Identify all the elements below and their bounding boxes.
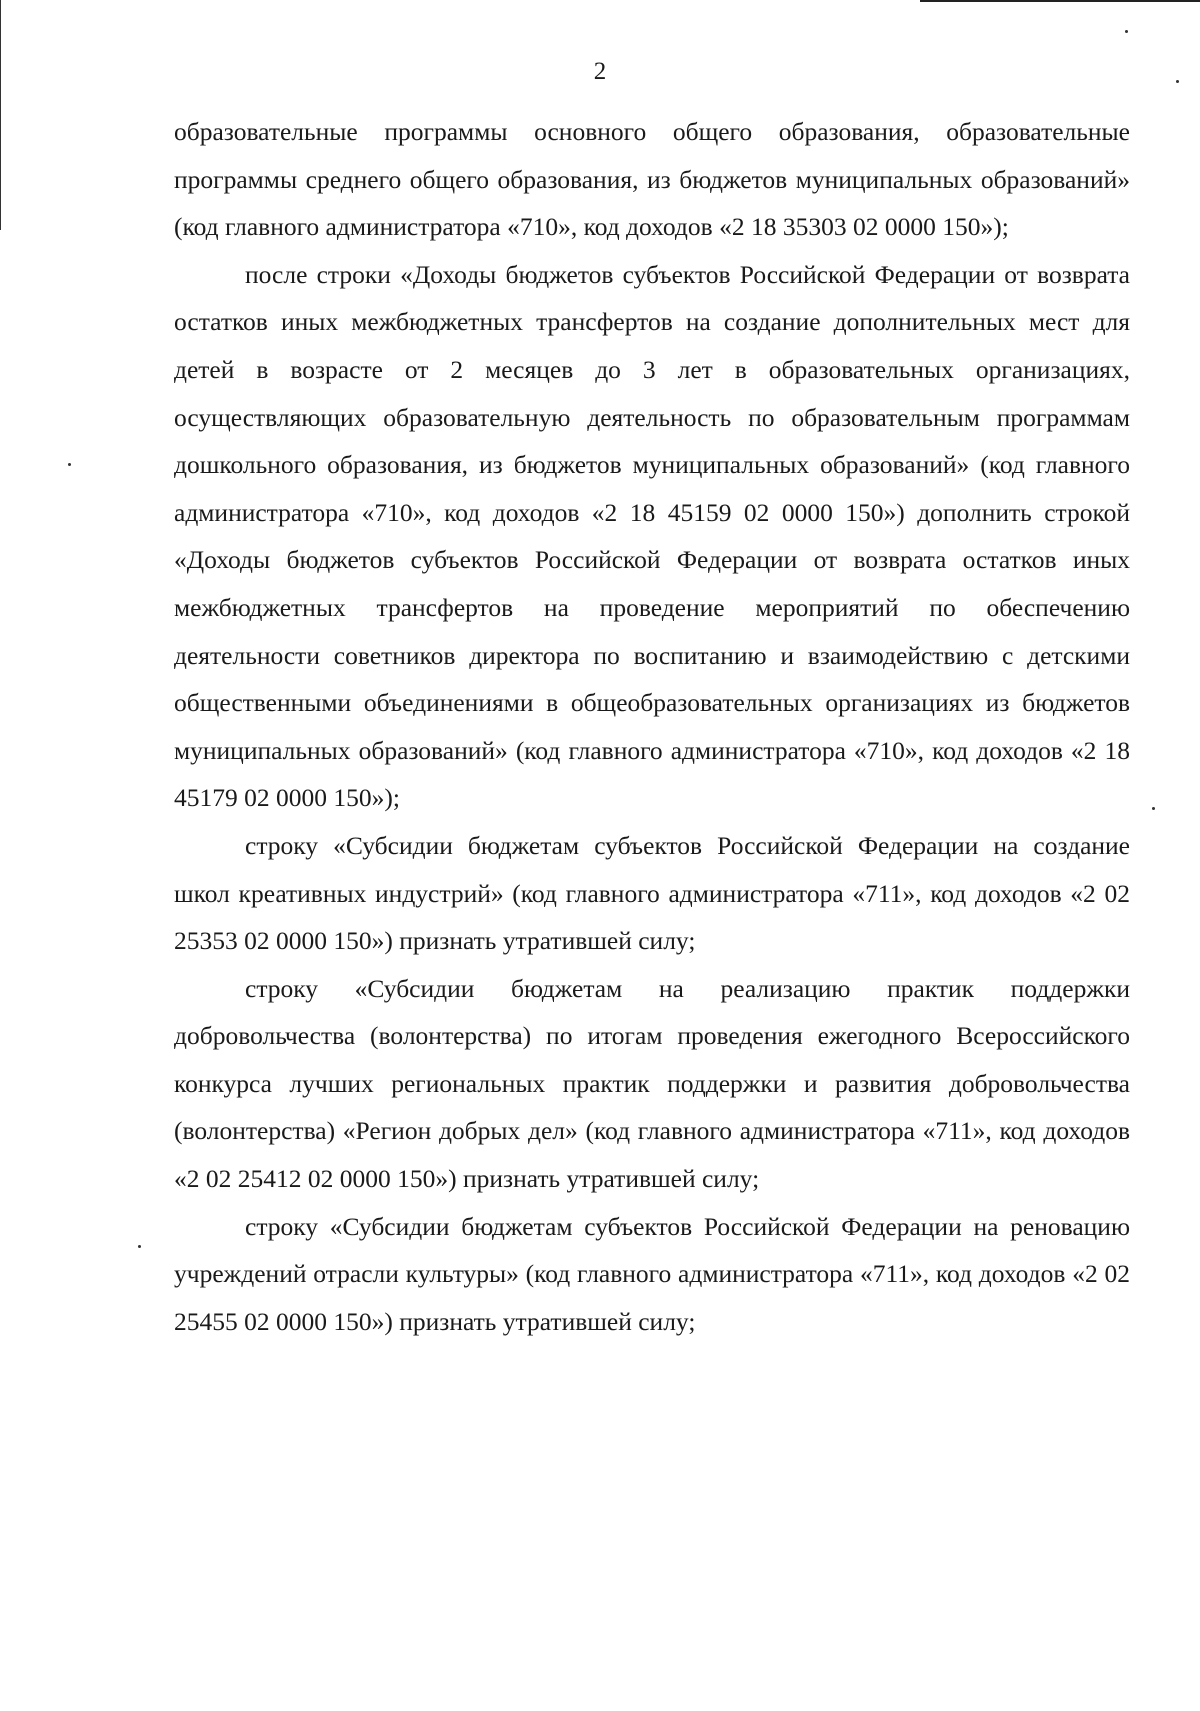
- scan-speck: [68, 463, 71, 466]
- scan-speck: [138, 1245, 141, 1248]
- document-body: [174, 108, 1130, 1345]
- page-number: 2: [593, 58, 607, 85]
- scan-edge-line-left: [0, 0, 1, 230]
- scan-speck: [1152, 807, 1155, 810]
- paragraph: образовательные программы основного общего образования, образовательные программы среднего общего образования, из бюджетов муниципальных образований» (код главного администратора «710», код доходов «2 18 35303 02 0000 150»);: [174, 117, 1130, 242]
- paragraph: после строки «Доходы бюджетов субъектов Российской Федерации от возврата остатков иных межбюджетных трансфертов на создание дополнительных мест для детей в возрасте от 2 месяцев до 3 лет в образовательных организациях, осуществляющих образовательную деятельность по образовательным программам дошкольного образования, из бюджетов муниципальных образований» (код главного администратора «710», код доходов «2 18 45159 02 0000 150») дополнить строкой «Доходы бюджетов субъектов Российской Федерации от возврата остатков иных межбюджетных трансфертов на проведение мероприятий по обеспечению деятельности советников директора по воспитанию и взаимодействию с детскими общественными объединениями в общеобразовательных организациях из бюджетов муниципальных образований» (код главного администратора «710», код доходов «2 18 45179 02 0000 150»);: [174, 259, 1130, 813]
- scan-speck: [1125, 30, 1128, 33]
- paragraph: строку «Субсидии бюджетам на реализацию практик поддержки добровольчества (волонтерства) по итогам проведения ежегодного Всероссийского конкурса лучших региональных практик поддержки и развития добровольчества (волонтерства) «Регион добрых дел» (код главного администратора «711», код доходов «2 02 25412 02 0000 150») признать утратившей силу;: [174, 973, 1130, 1194]
- paragraph: строку «Субсидии бюджетам субъектов Российской Федерации на реновацию учреждений отрасли культуры» (код главного администратора «711», код доходов «2 02 25455 02 0000 150») признать утратившей силу;: [174, 1211, 1130, 1336]
- scan-edge-line-top: [920, 0, 1200, 2]
- paragraph: строку «Субсидии бюджетам субъектов Российской Федерации на создание школ креативных индустрий» (код главного администратора «711», код доходов «2 02 25353 02 0000 150») признать утратившей силу;: [174, 830, 1130, 956]
